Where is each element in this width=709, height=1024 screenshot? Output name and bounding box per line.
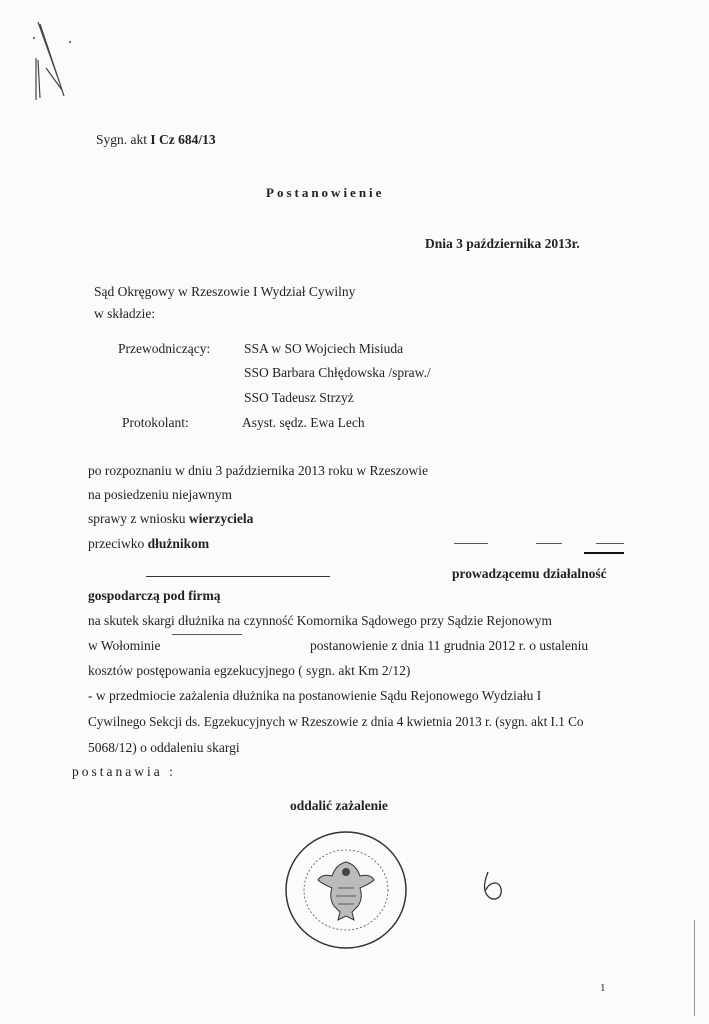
body-line: postanowienie z dnia 11 grudnia 2012 r. o ustaleniu (310, 638, 589, 653)
court-seal (282, 828, 410, 952)
body-line: na skutek skargi dłużnika na czynność Komornika Sądowego przy Sądzie Rejonowym (88, 613, 552, 628)
body-line: - w przedmiocie zażalenia dłużnika na postanowienie Sądu Rejonowego Wydziału I (88, 688, 542, 703)
page-number: 1 (600, 982, 606, 994)
page-edge-mark (694, 920, 695, 1016)
panel-name-member: SSO Tadeusz Strzyż (244, 390, 354, 405)
panel-name-chair: SSA w SO Wojciech Misiuda (244, 341, 404, 356)
body-line: po rozpoznaniu w dniu 3 października 2013 roku w Rzeszowie (88, 463, 429, 478)
document-date: Dnia 3 października 2013r. (425, 236, 580, 251)
decision-label: postanawia : (72, 764, 176, 779)
body-line: Cywilnego Sekcji ds. Egzekucyjnych w Rzeszowie z dnia 4 kwietnia 2013 r. (sygn. akt I.1 Co (88, 714, 584, 729)
panel-role-clerk: Protokolant: (122, 415, 189, 430)
body-text: sprawy z wniosku (88, 511, 186, 526)
redaction-line (454, 543, 488, 544)
signature (474, 866, 514, 906)
scan-mark (28, 18, 78, 102)
court-name: Sąd Okręgowy w Rzeszowie I Wydział Cywilny (94, 284, 356, 299)
case-number-label: Sygn. akt (96, 132, 148, 147)
body-line: prowadzącemu działalność (452, 566, 607, 581)
body-line (88, 511, 253, 527)
body-line: 5068/12) o oddaleniu skargi (88, 740, 240, 755)
redaction-line (584, 552, 624, 554)
panel-name-reporter: SSO Barbara Chłędowska /spraw./ (244, 365, 431, 380)
composition-label: w składzie: (94, 306, 156, 321)
body-line: kosztów postępowania egzekucyjnego ( sygn. akt Km 2/12) (88, 663, 411, 678)
redaction-line (172, 634, 242, 635)
panel-name-clerk: Asyst. sędz. Ewa Lech (242, 415, 365, 430)
decision-text: oddalić zażalenie (290, 798, 388, 813)
redaction-line (146, 576, 330, 577)
panel-role-chair: Przewodniczący: (118, 341, 211, 356)
redaction-line (536, 543, 562, 544)
case-number-value: I Cz 684/13 (150, 132, 216, 147)
body-line: gospodarczą pod firmą (88, 588, 221, 603)
body-text: przeciwko (88, 536, 145, 551)
debtors-label: dłużnikom (147, 536, 210, 551)
case-number (96, 132, 216, 148)
body-line: na posiedzeniu niejawnym (88, 487, 232, 502)
document-title: Postanowienie (266, 185, 385, 200)
body-line: w Wołominie (88, 638, 161, 653)
creditor-label: wierzyciela (188, 511, 254, 526)
redaction-line (596, 543, 624, 544)
body-line (88, 536, 209, 552)
